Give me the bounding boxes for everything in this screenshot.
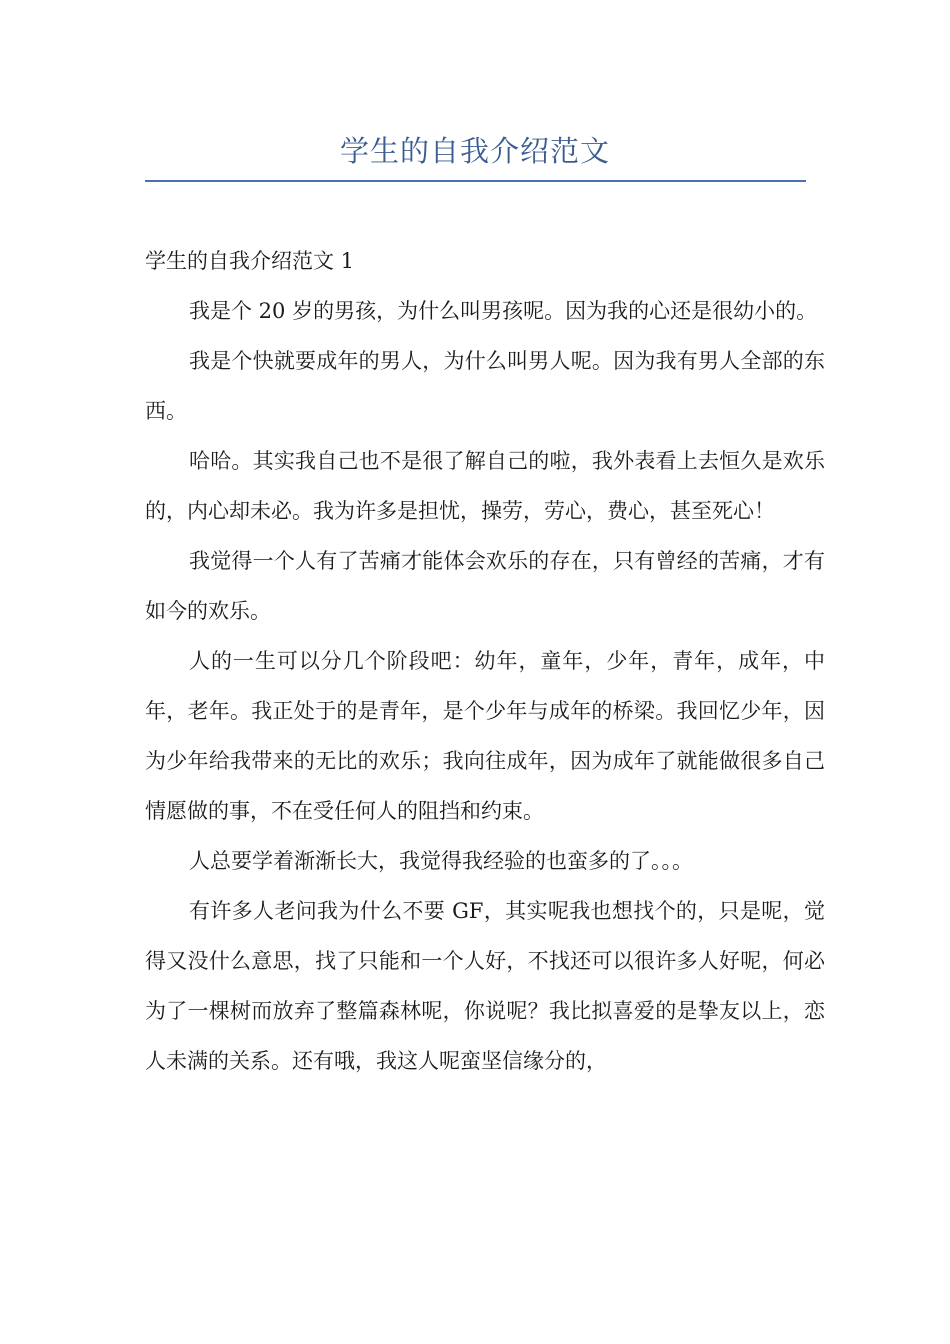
section-heading: 学生的自我介绍范文 1 <box>145 249 355 273</box>
paragraph-2: 我是个快就要成年的男人，为什么叫男人呢。因为我有男人全部的东西。 <box>145 349 825 423</box>
title-underline <box>145 180 806 182</box>
document-title: 学生的自我介绍范文 <box>339 134 610 168</box>
paragraph-3: 哈哈。其实我自己也不是很了解自己的啦，我外表看上去恒久是欢乐的，内心却未必。我为许多是担忧，操劳，劳心，费心，甚至死心！ <box>145 449 825 523</box>
paragraph-7: 有许多人老问我为什么不要 GF，其实呢我也想找个的，只是呢，觉得又没什么意思，找了只能和一个人好，不找还可以很许多人好呢，何必为了一棵树而放弃了整篇森林呢，你说呢？我比拟喜爱的是挚友以上，恋人未满的关系。还有哦，我这人呢蛮坚信缘分的， <box>145 899 825 1073</box>
paragraph-6: 人总要学着渐渐长大，我觉得我经验的也蛮多的了。。。 <box>189 849 693 873</box>
paragraph-4: 我觉得一个人有了苦痛才能体会欢乐的存在，只有曾经的苦痛，才有如今的欢乐。 <box>145 549 825 623</box>
paragraph-5: 人的一生可以分几个阶段吧：幼年，童年，少年，青年，成年，中年，老年。我正处于的是青年，是个少年与成年的桥梁。我回忆少年，因为少年给我带来的无比的欢乐；我向往成年，因为成年了就能做很多自己情愿做的事，不在受任何人的阻挡和约束。 <box>145 649 825 823</box>
paragraph-1: 我是个 20 岁的男孩，为什么叫男孩呢。因为我的心还是很幼小的。 <box>189 299 818 323</box>
document-body <box>145 236 825 1086</box>
